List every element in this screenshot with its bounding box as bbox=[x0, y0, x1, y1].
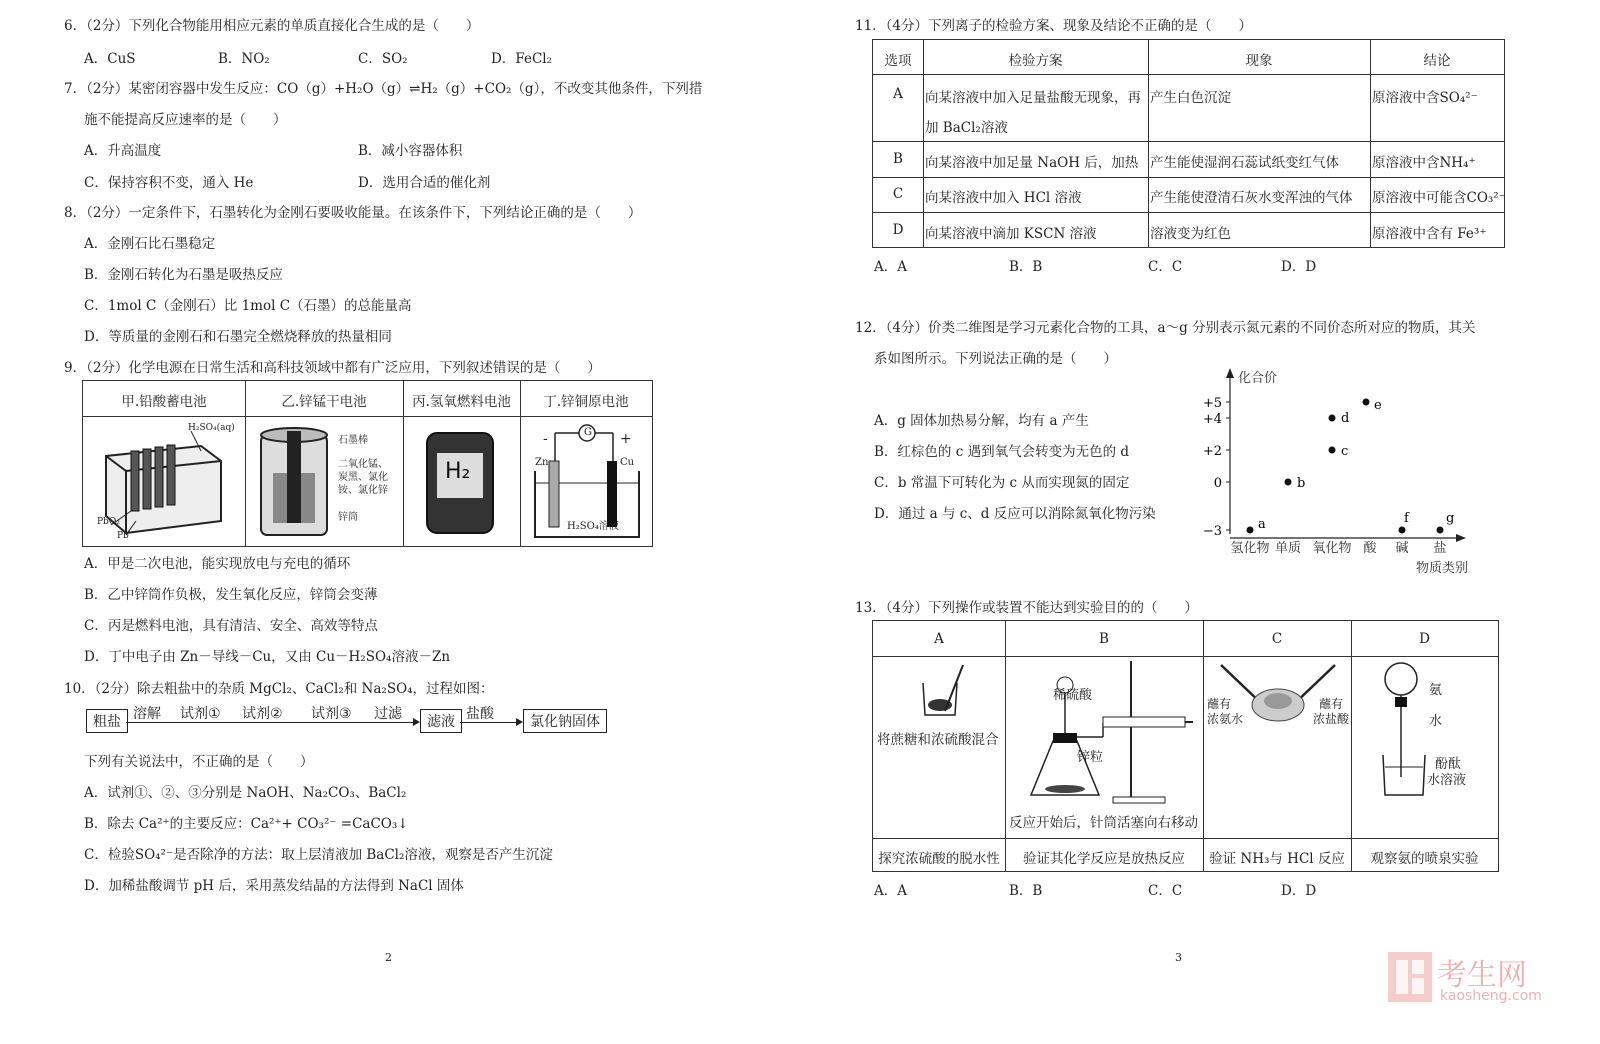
q9-option-d: D．丁中电子由 Zn－导线－Cu，又由 Cu－H₂SO₄溶液－Zn bbox=[84, 649, 451, 665]
q6-option-b: B．NO₂ bbox=[218, 51, 270, 67]
q13-purpose-c: 验证 NH₃与 HCl 反应 bbox=[1209, 851, 1345, 867]
q13-c-left-label-1: 蘸有 bbox=[1207, 697, 1232, 711]
q11-option-b: B．B bbox=[1009, 259, 1043, 275]
q13-d-label-3: 酚酞 bbox=[1435, 757, 1462, 772]
nitrogen-valence-chart bbox=[1190, 364, 1490, 580]
x-category-label: 盐 bbox=[1433, 541, 1447, 556]
q6-stem: 6．（2分）下列化合物能用相应元素的单质直接化合生成的是（ ） bbox=[64, 18, 480, 34]
data-point-label-a: a bbox=[1258, 517, 1266, 532]
q10-option-a: A．试剂①、②、③分别是 NaOH、Na₂CO₃、BaCl₂ bbox=[84, 785, 407, 801]
q13-option-d: D．D bbox=[1281, 883, 1317, 899]
q11-row-a-option: A bbox=[893, 86, 903, 102]
q13-a-label: 将蔗糖和浓硫酸混合 bbox=[877, 732, 999, 748]
q13-b-acid-label: 稀硫酸 bbox=[1053, 688, 1093, 703]
q7-stem: 7．（2分）某密闭容器中发生反应：CO（g）+H₂O（g）⇌H₂（g）+CO₂（g），不改变其他条件，下列措 bbox=[64, 81, 703, 97]
flow-step-reagent-2: 试剂② bbox=[242, 706, 283, 722]
q9-option-c: C．丙是燃料电池，具有清洁、安全、高效等特点 bbox=[84, 618, 378, 634]
q8-option-c: C．1mol C（金刚石）比 1mol C（石墨）的总能量高 bbox=[84, 298, 412, 314]
y-tick-label: −3 bbox=[1202, 524, 1222, 539]
q7-stem-cont: 施不能提高反应速率的是（ ） bbox=[84, 112, 287, 128]
x-category-label: 氢化物 bbox=[1230, 541, 1270, 556]
q11-stem: 11．（4分）下列离子的检验方案、现象及结论不正确的是（ ） bbox=[855, 18, 1253, 34]
q13-d-label-2: 水 bbox=[1429, 714, 1443, 729]
q11-row-d-observation: 溶液变为红色 bbox=[1150, 226, 1231, 242]
q6-option-d: D．FeCl₂ bbox=[491, 51, 553, 67]
y-tick-label: +2 bbox=[1202, 444, 1222, 459]
q9-option-b: B．乙中锌筒作负极，发生氧化反应，锌筒会变薄 bbox=[84, 587, 378, 603]
q13-d-label-1: 氨 bbox=[1429, 683, 1443, 698]
q13-c-left-label-2: 浓氨水 bbox=[1207, 712, 1244, 726]
q10-option-c: C．检验SO₄²⁻是否除净的方法：取上层清液加 BaCl₂溶液，观察是否产生沉淀 bbox=[84, 847, 553, 863]
flow-box-nacl-solid: 氯化钠固体 bbox=[523, 709, 607, 733]
q13-purpose-b: 验证其化学反应是放热反应 bbox=[1023, 851, 1185, 867]
y-tick-label: +5 bbox=[1202, 396, 1222, 411]
q11-header-conclusion: 结论 bbox=[1423, 53, 1451, 69]
data-point-f bbox=[1399, 527, 1406, 534]
q11-row-b-conclusion: 原溶液中含NH₄⁺ bbox=[1372, 155, 1476, 171]
page-number-left: 2 bbox=[385, 951, 392, 964]
yi-label-3: 炭黑、氯化 bbox=[338, 472, 388, 483]
q9-stem: 9．（2分）化学电源在日常生活和高科技领域中都有广泛应用，下列叙述错误的是（ ） bbox=[64, 360, 601, 376]
q13-header-a: A bbox=[934, 631, 944, 647]
data-point-g bbox=[1437, 527, 1444, 534]
chart-xlabel: 物质类别 bbox=[1416, 561, 1469, 576]
q8-stem: 8．（2分）一定条件下，石墨转化为金刚石要吸收能量。在该条件下，下列结论正确的是（ ） bbox=[64, 205, 642, 221]
yi-label-4: 铵、氯化锌 bbox=[338, 485, 388, 496]
q10-stem: 10．（2分）除去粗盐中的杂质 MgCl₂、CaCl₂和 Na₂SO₄，过程如图： bbox=[64, 681, 494, 697]
q10-substem: 下列有关说法中，不正确的是（ ） bbox=[84, 754, 314, 770]
q8-option-a: A．金刚石比石墨稳定 bbox=[84, 236, 216, 252]
page-number-right: 3 bbox=[1175, 951, 1182, 964]
q13-header-d: D bbox=[1419, 631, 1430, 647]
q7-option-d: D．选用合适的催化剂 bbox=[358, 175, 491, 191]
q11-header-option: 选项 bbox=[884, 53, 912, 69]
y-tick-label: 0 bbox=[1213, 476, 1222, 491]
q11-row-d-option: D bbox=[892, 222, 904, 238]
q11-option-c: C．C bbox=[1148, 259, 1183, 275]
q13-option-c: C．C bbox=[1148, 883, 1183, 899]
data-point-d bbox=[1329, 415, 1336, 422]
flow-step-filter: 过滤 bbox=[374, 706, 402, 722]
zinc-manganese-battery-diagram bbox=[255, 423, 335, 541]
q12-stem-cont: 系如图所示。下列说法正确的是（ ） bbox=[874, 351, 1117, 367]
q6-option-a: A．CuS bbox=[84, 51, 136, 67]
q9-battery-table bbox=[82, 380, 653, 547]
q7-option-c: C．保持容积不变，通入 He bbox=[84, 175, 254, 191]
x-category-label: 氧化物 bbox=[1312, 541, 1352, 556]
beaker-sugar-acid-diagram bbox=[917, 661, 967, 721]
q13-purpose-a: 探究浓硫酸的脱水性 bbox=[878, 851, 1000, 867]
q9-header-jia: 甲.铅酸蓄电池 bbox=[121, 394, 207, 410]
q11-table bbox=[872, 39, 1505, 248]
q11-option-a: A．A bbox=[874, 259, 907, 275]
q12-option-c: C．b 常温下可转化为 c 从而实现氮的固定 bbox=[874, 475, 1130, 491]
q12-option-d: D．通过 a 与 c、d 反应可以消除氮氧化物污染 bbox=[874, 506, 1156, 522]
data-point-label-g: g bbox=[1446, 511, 1455, 526]
jia-label-acid: H₂SO₄(aq) bbox=[188, 423, 235, 433]
yi-label-1: 石墨棒 bbox=[338, 435, 368, 446]
q13-table bbox=[872, 620, 1499, 872]
q6-option-c: C．SO₂ bbox=[358, 51, 408, 67]
data-point-label-f: f bbox=[1404, 511, 1409, 526]
q13-d-label-4: 水溶液 bbox=[1427, 773, 1467, 788]
q13-stem: 13．（4分）下列操作或装置不能达到实验目的的（ ） bbox=[855, 600, 1199, 616]
data-point-b bbox=[1285, 479, 1292, 486]
x-category-label: 单质 bbox=[1274, 541, 1302, 556]
q9-header-bing: 丙.氢氧燃料电池 bbox=[412, 394, 511, 410]
watermark-logo-icon bbox=[1388, 952, 1432, 1002]
data-point-label-c: c bbox=[1341, 444, 1349, 459]
q11-row-b-observation: 产生能使湿润石蕊试纸变红气体 bbox=[1150, 155, 1339, 171]
q11-option-d: D．D bbox=[1281, 259, 1317, 275]
ding-plus-label: + bbox=[620, 431, 632, 447]
y-tick-label: +4 bbox=[1202, 412, 1222, 427]
q7-option-b: B．减小容器体积 bbox=[358, 143, 463, 159]
flow-step-reagent-1: 试剂① bbox=[180, 706, 221, 722]
yi-label-5: 锌筒 bbox=[338, 512, 358, 523]
jia-label-pbo2: PbO₂ bbox=[97, 517, 120, 527]
ding-zn-label: Zn bbox=[535, 457, 549, 468]
q13-c-right-label-2: 浓盐酸 bbox=[1313, 712, 1350, 726]
bing-label-h2: H₂ bbox=[445, 459, 471, 484]
q11-row-b-option: B bbox=[893, 151, 903, 167]
data-point-e bbox=[1363, 399, 1370, 406]
q9-header-ding: 丁.锌铜原电池 bbox=[543, 394, 629, 410]
flask-syringe-diagram bbox=[1023, 661, 1193, 811]
q11-header-observation: 现象 bbox=[1245, 53, 1273, 69]
q13-option-b: B．B bbox=[1009, 883, 1043, 899]
ding-galvanometer-label: G bbox=[584, 427, 592, 438]
q10-option-b: B．除去 Ca²⁺的主要反应：Ca²⁺+ CO₃²⁻ =CaCO₃↓ bbox=[84, 816, 409, 832]
q13-c-right-label-1: 蘸有 bbox=[1319, 697, 1344, 711]
ding-cu-label: Cu bbox=[620, 457, 635, 468]
q11-row-a-plan-1: 向某溶液中加入足量盐酸无现象，再 bbox=[925, 90, 1141, 106]
q8-option-d: D．等质量的金刚石和石墨完全燃烧释放的热量相同 bbox=[84, 329, 392, 345]
data-point-label-e: e bbox=[1374, 398, 1382, 413]
jia-label-pb: Pb bbox=[117, 531, 129, 541]
q8-option-b: B．金刚石转化为石墨是吸热反应 bbox=[84, 267, 283, 283]
flow-step-dissolve: 溶解 bbox=[133, 706, 161, 722]
q9-header-yi: 乙.锌锰干电池 bbox=[281, 394, 367, 410]
q11-header-plan: 检验方案 bbox=[1008, 53, 1063, 69]
data-point-a bbox=[1247, 527, 1254, 534]
q11-row-c-conclusion: 原溶液中可能含CO₃²⁻ bbox=[1372, 190, 1506, 206]
q11-row-a-plan-2: 加 BaCl₂溶液 bbox=[925, 120, 1008, 136]
q12-option-b: B．红棕色的 c 遇到氧气会转变为无色的 d bbox=[874, 444, 1129, 460]
q9-option-a: A．甲是二次电池，能实现放电与充电的循环 bbox=[84, 556, 351, 572]
x-category-label: 碱 bbox=[1395, 541, 1409, 556]
q11-row-c-option: C bbox=[892, 186, 904, 202]
q13-purpose-d: 观察氨的喷泉实验 bbox=[1370, 851, 1479, 867]
ding-solution-label: H₂SO₄溶液 bbox=[567, 521, 619, 532]
q11-row-c-observation: 产生能使澄清石灰水变浑浊的气体 bbox=[1150, 190, 1353, 206]
flow-box-crude-salt: 粗盐 bbox=[86, 709, 128, 733]
data-point-label-d: d bbox=[1341, 411, 1350, 426]
q13-b-bottom-label: 反应开始后，针筒活塞向右移动 bbox=[1009, 815, 1198, 831]
q12-stem: 12．（4分）价类二维图是学习元素化合物的工具，a～g 分别表示氮元素的不同价态所对应的物质，其关 bbox=[855, 320, 1476, 336]
q11-row-d-conclusion: 原溶液中含有 Fe³⁺ bbox=[1372, 226, 1487, 242]
flow-box-filtrate: 滤液 bbox=[420, 709, 462, 733]
q13-header-c: C bbox=[1271, 631, 1283, 647]
q13-option-a: A．A bbox=[874, 883, 907, 899]
q11-row-d-plan: 向某溶液中滴加 KSCN 溶液 bbox=[925, 226, 1097, 242]
data-point-c bbox=[1329, 447, 1336, 454]
ding-minus-label: - bbox=[543, 431, 548, 447]
flow-step-reagent-3: 试剂③ bbox=[311, 706, 352, 722]
yi-label-2: 二氧化锰、 bbox=[338, 459, 388, 470]
flow-step-hcl: 盐酸 bbox=[466, 706, 494, 722]
data-point-label-b: b bbox=[1297, 476, 1306, 491]
q11-row-b-plan: 向某溶液中加足量 NaOH 后，加热 bbox=[925, 155, 1139, 171]
q10-option-d: D．加稀盐酸调节 pH 后，采用蒸发结晶的方法得到 NaCl 固体 bbox=[84, 878, 464, 894]
chart-ylabel: 化合价 bbox=[1238, 371, 1278, 386]
q13-header-b: B bbox=[1099, 631, 1109, 647]
q7-option-a: A．升高温度 bbox=[84, 143, 162, 159]
q11-row-c-plan: 向某溶液中加入 HCl 溶液 bbox=[925, 190, 1082, 206]
x-category-label: 酸 bbox=[1363, 541, 1377, 556]
q11-row-a-observation: 产生白色沉淀 bbox=[1150, 90, 1231, 106]
q11-row-a-conclusion: 原溶液中含SO₄²⁻ bbox=[1372, 90, 1478, 106]
q13-b-zinc-label: 锌粒 bbox=[1077, 750, 1104, 765]
q12-option-a: A．g 固体加热易分解，均有 a 产生 bbox=[874, 413, 1089, 429]
watermark-url: kaosheng.com bbox=[1440, 988, 1542, 1004]
watermark-brand: 考生网 bbox=[1437, 958, 1527, 993]
